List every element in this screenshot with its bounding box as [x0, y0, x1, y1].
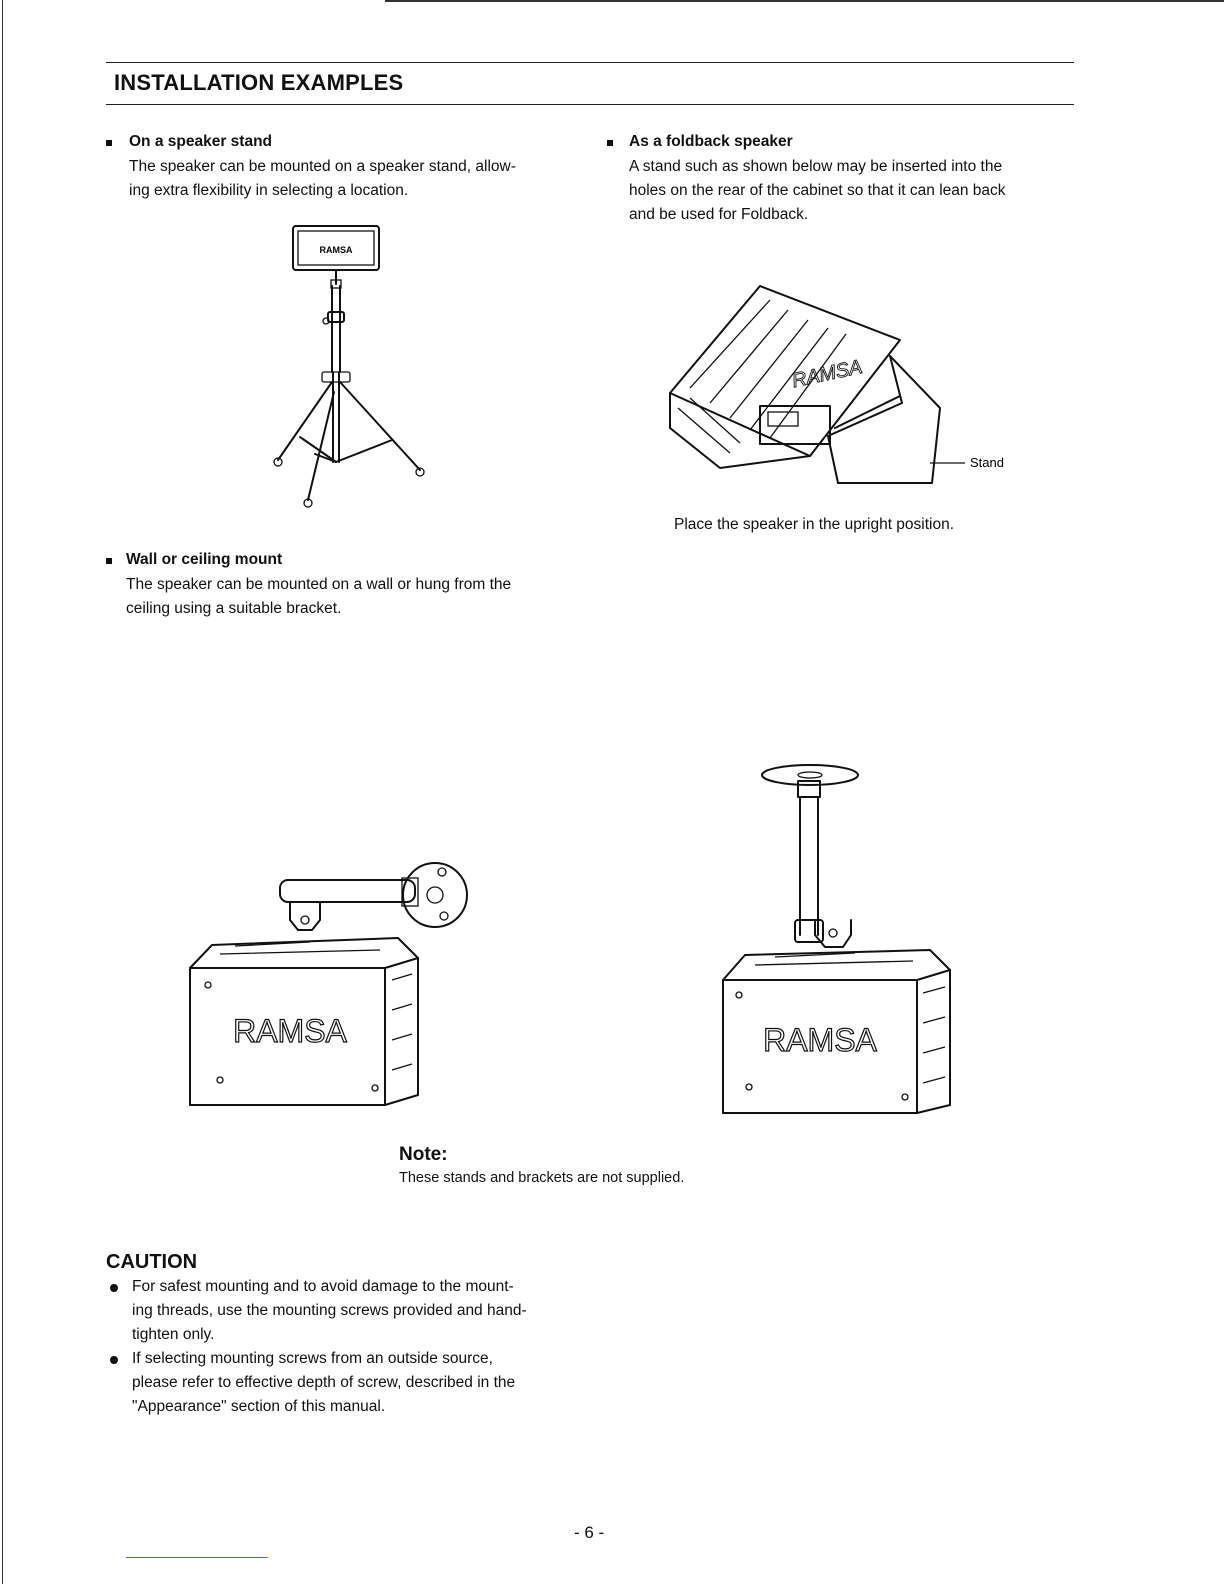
text-line: ing extra flexibility in selecting a location.	[129, 182, 409, 199]
caution-title: CAUTION	[106, 1251, 198, 1273]
page-number: - 6 -	[574, 1523, 605, 1542]
tripod-stand-figure	[260, 222, 460, 522]
section-text-speaker-stand	[129, 155, 575, 203]
bullet-square-icon	[607, 140, 613, 146]
text-line: If selecting mounting screws from an outside source,	[132, 1350, 493, 1367]
brand-logo-wall: RAMSA	[233, 1013, 347, 1049]
caution-item	[132, 1275, 582, 1347]
bullet-dot-icon	[110, 1284, 118, 1292]
header-rule-top	[106, 62, 1074, 63]
page-edge-top	[385, 0, 1224, 2]
text-line: A stand such as shown below may be inserted into the	[629, 158, 1003, 175]
section-heading-wall-mount: Wall or ceiling mount	[126, 551, 283, 568]
stand-callout-label: Stand	[970, 455, 1004, 470]
section-text-foldback	[629, 155, 1076, 227]
text-line: holes on the rear of the cabinet so that it can lean back	[629, 182, 1006, 199]
header-rule-bottom	[106, 104, 1074, 105]
text-line: ing threads, use the mounting screws provided and hand-	[132, 1302, 527, 1319]
caution-item	[132, 1347, 582, 1419]
bullet-square-icon	[106, 558, 112, 564]
section-text-wall-mount	[126, 573, 576, 621]
text-line: The speaker can be mounted on a wall or hung from the	[126, 576, 512, 593]
brand-logo-small: RAMSA	[319, 245, 353, 255]
text-line: For safest mounting and to avoid damage to the mount-	[132, 1278, 514, 1295]
ceiling-mount-figure	[715, 755, 975, 1115]
wall-mount-figure	[180, 850, 480, 1110]
foldback-figure	[660, 278, 1020, 498]
brand-logo-ceiling: RAMSA	[763, 1022, 877, 1058]
section-heading-speaker-stand: On a speaker stand	[129, 133, 273, 150]
text-line: tighten only.	[132, 1326, 215, 1343]
page-title: INSTALLATION EXAMPLES	[114, 70, 404, 95]
text-line: ceiling using a suitable bracket.	[126, 600, 342, 617]
brand-logo-foldback: RAMSA	[790, 355, 865, 393]
note-label: Note:	[399, 1144, 448, 1165]
foldback-caption: Place the speaker in the upright position.	[674, 516, 955, 533]
bullet-square-icon	[106, 140, 112, 146]
text-line: The speaker can be mounted on a speaker stand, allow-	[129, 158, 516, 175]
page-edge-left	[2, 0, 3, 1584]
text-line: please refer to effective depth of screw, described in the	[132, 1374, 516, 1391]
note-text: These stands and brackets are not supplied.	[399, 1170, 685, 1186]
footer-rule	[126, 1557, 268, 1558]
text-line: and be used for Foldback.	[629, 206, 809, 223]
section-heading-foldback: As a foldback speaker	[629, 133, 793, 150]
bullet-dot-icon	[110, 1356, 118, 1364]
text-line: "Appearance" section of this manual.	[132, 1398, 386, 1415]
